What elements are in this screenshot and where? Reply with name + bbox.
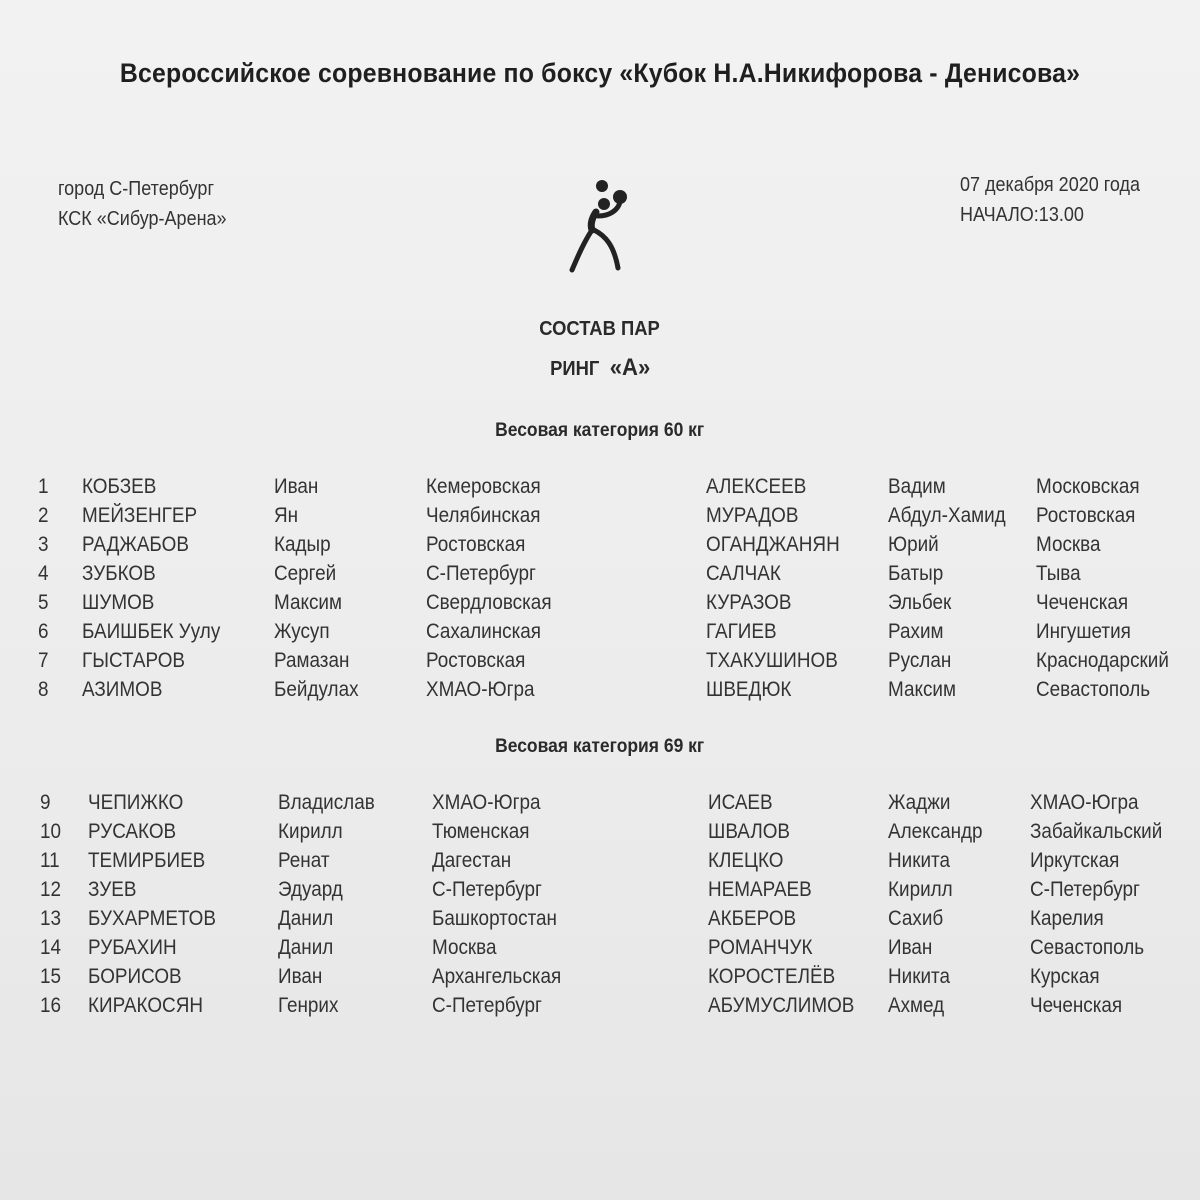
table-row	[0, 591, 1200, 620]
blue-corner-surname: ИСАЕВ	[708, 791, 773, 814]
table-row	[0, 936, 1200, 965]
venue-block	[58, 174, 245, 234]
red-corner-name: Иван	[274, 475, 319, 498]
blue-corner-name: Никита	[888, 965, 951, 988]
red-corner-name: Бейдулах	[274, 678, 359, 701]
red-corner-name: Кирилл	[278, 820, 343, 843]
blue-corner-region: ХМАО-Югра	[1030, 791, 1139, 814]
bouts-table-69	[0, 791, 1200, 1023]
blue-corner-surname: МУРАДОВ	[706, 504, 799, 527]
red-corner-name: Жусуп	[274, 620, 330, 643]
red-corner-region: Ростовская	[426, 533, 526, 556]
red-corner-name: Иван	[278, 965, 323, 988]
blue-corner-surname: ШВАЛОВ	[708, 820, 791, 843]
blue-corner-region: Тыва	[1036, 562, 1081, 585]
red-corner-surname: АЗИМОВ	[82, 678, 163, 701]
blue-corner-name: Александр	[888, 820, 983, 843]
event-block	[960, 170, 1160, 230]
blue-corner-name: Юрий	[888, 533, 939, 556]
blue-corner-name: Никита	[888, 849, 951, 872]
table-row	[0, 533, 1200, 562]
red-corner-name: Рамазан	[274, 649, 350, 672]
blue-corner-region: С-Петербург	[1030, 878, 1140, 901]
red-corner-surname: ЗУБКОВ	[82, 562, 156, 585]
red-corner-surname: БУХАРМЕТОВ	[88, 907, 216, 930]
blue-corner-name: Сахиб	[888, 907, 944, 930]
red-corner-surname: КИРАКОСЯН	[88, 994, 203, 1017]
ring-letter: «А»	[609, 354, 650, 381]
red-corner-name: Эдуард	[278, 878, 343, 901]
blue-corner-name: Руслан	[888, 649, 952, 672]
red-corner-region: Кемеровская	[426, 475, 541, 498]
blue-corner-name: Вадим	[888, 475, 946, 498]
blue-corner-region: Курская	[1030, 965, 1100, 988]
red-corner-name: Максим	[274, 591, 342, 614]
table-row	[0, 475, 1200, 504]
red-corner-region: ХМАО-Югра	[432, 791, 541, 814]
event-date: 07 декабря 2020 года	[959, 174, 1140, 196]
bout-number: 12	[40, 878, 62, 901]
blue-corner-region: Ингушетия	[1036, 620, 1131, 643]
blue-corner-surname: АКБЕРОВ	[708, 907, 797, 930]
blue-corner-name: Эльбек	[888, 591, 952, 614]
bout-number: 15	[40, 965, 62, 988]
red-corner-region: С-Петербург	[426, 562, 536, 585]
blue-corner-name: Абдул-Хамид	[888, 504, 1006, 527]
red-corner-name: Сергей	[274, 562, 337, 585]
red-corner-surname: РУБАХИН	[88, 936, 177, 959]
bout-number: 4	[38, 562, 49, 585]
table-row	[0, 649, 1200, 678]
red-corner-name: Кадыр	[274, 533, 331, 556]
table-row	[0, 678, 1200, 707]
blue-corner-name: Максим	[888, 678, 956, 701]
blue-corner-name: Рахим	[888, 620, 944, 643]
table-row	[0, 791, 1200, 820]
red-corner-surname: БАИШБЕК Уулу	[82, 620, 221, 643]
bout-number: 13	[40, 907, 62, 930]
table-row	[0, 620, 1200, 649]
red-corner-region: Ростовская	[426, 649, 526, 672]
bout-number: 14	[40, 936, 62, 959]
blue-corner-region: Краснодарский	[1036, 649, 1169, 672]
composition-title: СОСТАВ ПАР	[539, 318, 661, 340]
bouts-table-60	[0, 475, 1200, 707]
bout-number: 3	[38, 533, 49, 556]
red-corner-surname: КОБЗЕВ	[82, 475, 157, 498]
red-corner-region: Сахалинская	[426, 620, 542, 643]
blue-corner-surname: КЛЕЦКО	[708, 849, 784, 872]
ring-label: РИНГ	[550, 358, 600, 380]
blue-corner-region: Севастополь	[1030, 936, 1145, 959]
table-row	[0, 907, 1200, 936]
bout-number: 16	[40, 994, 62, 1017]
table-row	[0, 965, 1200, 994]
red-corner-surname: ШУМОВ	[82, 591, 155, 614]
red-corner-region: ХМАО-Югра	[426, 678, 535, 701]
event-start: НАЧАЛО:13.00	[959, 204, 1084, 226]
blue-corner-surname: КУРАЗОВ	[706, 591, 792, 614]
blue-corner-surname: САЛЧАК	[706, 562, 781, 585]
red-corner-name: Генрих	[278, 994, 339, 1017]
blue-corner-surname: АБУМУСЛИМОВ	[708, 994, 855, 1017]
table-row	[0, 849, 1200, 878]
red-corner-surname: ЧЕПИЖКО	[88, 791, 184, 814]
red-corner-name: Ян	[274, 504, 299, 527]
table-row	[0, 820, 1200, 849]
category-title-60: Весовая категория 60 кг	[495, 420, 705, 441]
bout-number: 9	[40, 791, 51, 814]
document-title: Всероссийское соревнование по боксу «Кубок Н.А.Никифорова - Денисова»	[119, 58, 1081, 88]
blue-corner-region: Чеченская	[1036, 591, 1129, 614]
red-corner-region: С-Петербург	[432, 994, 542, 1017]
blue-corner-region: Севастополь	[1036, 678, 1151, 701]
blue-corner-name: Жаджи	[888, 791, 951, 814]
blue-corner-region: Чеченская	[1030, 994, 1123, 1017]
red-corner-surname: ГЫСТАРОВ	[82, 649, 186, 672]
table-row	[0, 878, 1200, 907]
table-row	[0, 994, 1200, 1023]
red-corner-region: Москва	[432, 936, 497, 959]
red-corner-region: Свердловская	[426, 591, 552, 614]
red-corner-name: Данил	[278, 907, 334, 930]
blue-corner-region: Ростовская	[1036, 504, 1136, 527]
red-corner-region: Дагестан	[432, 849, 512, 872]
red-corner-surname: ТЕМИРБИЕВ	[88, 849, 206, 872]
blue-corner-region: Забайкальский	[1030, 820, 1163, 843]
table-row	[0, 562, 1200, 591]
red-corner-region: Башкортостан	[432, 907, 557, 930]
blue-corner-surname: ТХАКУШИНОВ	[706, 649, 838, 672]
ring-title	[0, 354, 1200, 382]
red-corner-name: Владислав	[278, 791, 375, 814]
venue-city: город С-Петербург	[58, 178, 215, 200]
bout-number: 5	[38, 591, 49, 614]
red-corner-region: Архангельская	[432, 965, 562, 988]
blue-corner-surname: АЛЕКСЕЕВ	[706, 475, 807, 498]
category-title-69: Весовая категория 69 кг	[495, 736, 705, 757]
boxer-icon	[566, 176, 646, 276]
bout-number: 11	[40, 849, 60, 872]
blue-corner-region: Московская	[1036, 475, 1140, 498]
venue-arena: КСК «Сибур-Арена»	[58, 208, 227, 230]
blue-corner-name: Ахмед	[888, 994, 945, 1017]
blue-corner-surname: НЕМАРАЕВ	[708, 878, 812, 901]
blue-corner-name: Кирилл	[888, 878, 953, 901]
table-row	[0, 504, 1200, 533]
blue-corner-surname: РОМАНЧУК	[708, 936, 813, 959]
red-corner-name: Ренат	[278, 849, 330, 872]
blue-corner-region: Карелия	[1030, 907, 1104, 930]
blue-corner-surname: ОГАНДЖАНЯН	[706, 533, 840, 556]
bout-number: 6	[38, 620, 49, 643]
blue-corner-name: Иван	[888, 936, 933, 959]
red-corner-region: Тюменская	[432, 820, 530, 843]
blue-corner-name: Батыр	[888, 562, 944, 585]
red-corner-surname: РАДЖАБОВ	[82, 533, 189, 556]
red-corner-surname: ЗУЕВ	[88, 878, 137, 901]
blue-corner-surname: КОРОСТЕЛЁВ	[708, 965, 836, 988]
bout-number: 7	[38, 649, 49, 672]
bout-number: 1	[38, 475, 49, 498]
bout-number: 10	[40, 820, 62, 843]
red-corner-region: Челябинская	[426, 504, 541, 527]
red-corner-surname: РУСАКОВ	[88, 820, 177, 843]
blue-corner-region: Москва	[1036, 533, 1101, 556]
blue-corner-surname: ГАГИЕВ	[706, 620, 777, 643]
red-corner-region: С-Петербург	[432, 878, 542, 901]
red-corner-name: Данил	[278, 936, 334, 959]
blue-corner-region: Иркутская	[1030, 849, 1120, 872]
blue-corner-surname: ШВЕДЮК	[706, 678, 792, 701]
bout-number: 2	[38, 504, 49, 527]
red-corner-surname: БОРИСОВ	[88, 965, 182, 988]
red-corner-surname: МЕЙЗЕНГЕР	[82, 504, 198, 527]
bout-number: 8	[38, 678, 49, 701]
